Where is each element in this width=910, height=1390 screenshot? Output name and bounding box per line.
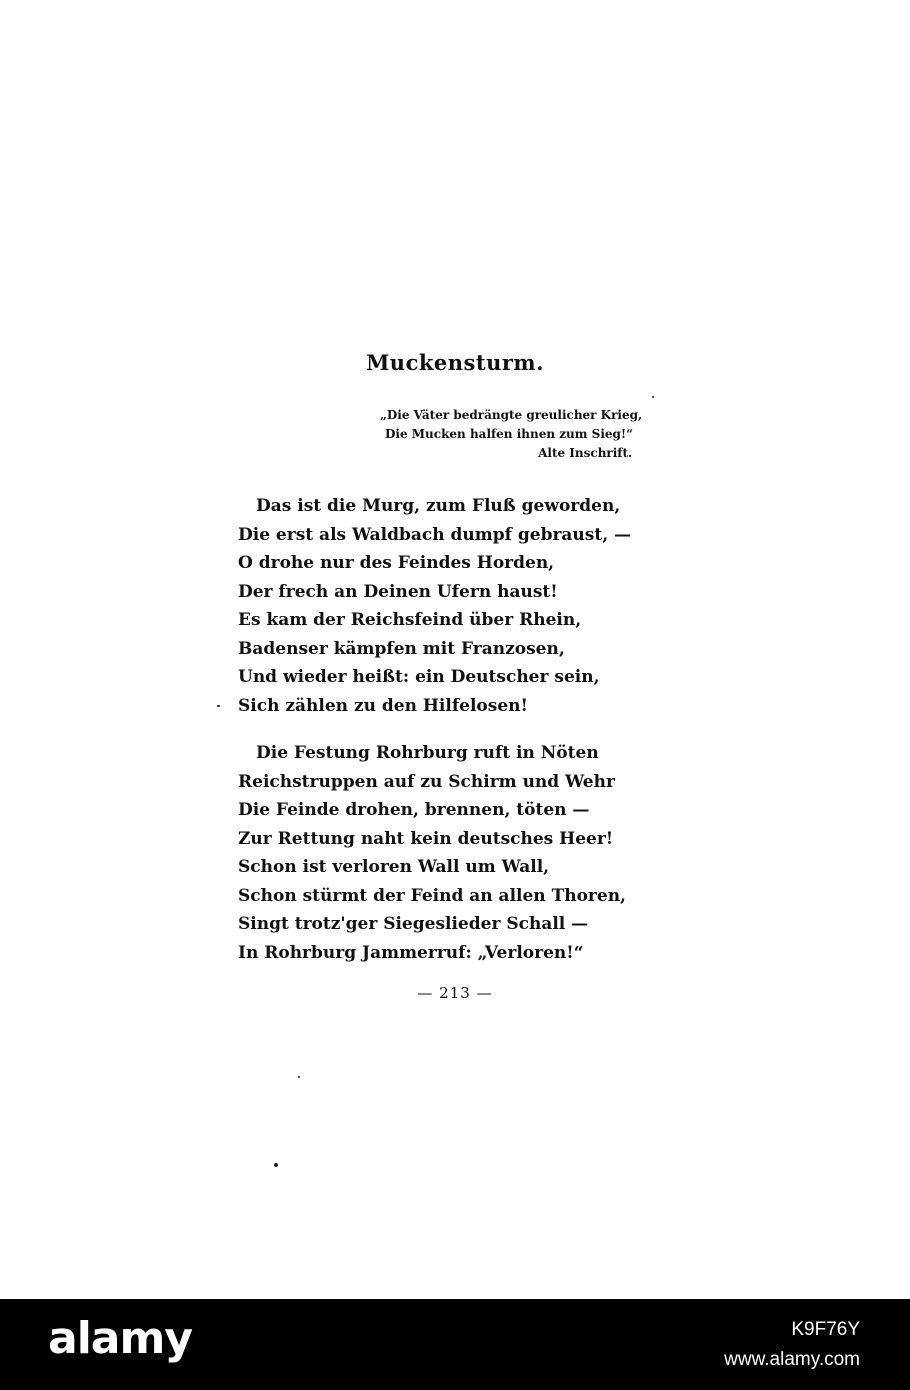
- ink-speck: [652, 396, 654, 398]
- verse-line: Die Feinde drohen, brennen, töten —: [238, 800, 590, 820]
- verse-line: Badenser kämpfen mit Franzosen,: [238, 638, 565, 659]
- ink-speck: [298, 1076, 300, 1078]
- verse-line: Und wieder heißt: ein Deutscher sein,: [238, 667, 600, 687]
- stanza-2: [238, 739, 626, 967]
- epigraph-line: „Die Väter bedrängte greulicher Krieg,: [380, 408, 643, 422]
- verse-line: Der frech an Deinen Ufern haust!: [238, 581, 558, 602]
- verse-line: In Rohrburg Jammerruf: „Verloren!“: [238, 942, 584, 963]
- verse-line: Zur Rettung naht kein deutsches Heer!: [238, 828, 614, 849]
- ink-speck: [217, 705, 220, 707]
- epigraph-line: Die Mucken halfen ihnen zum Sieg!“: [385, 427, 634, 441]
- epigraph-source: Alte Inschrift.: [538, 446, 633, 460]
- alamy-logo: alamy: [48, 1313, 192, 1364]
- ink-speck: [274, 1163, 278, 1167]
- image-id: K9F76Y: [791, 1319, 860, 1340]
- verse-line: Schon stürmt der Feind an allen Thoren,: [238, 885, 626, 906]
- stanza-1: [238, 492, 631, 720]
- verse-line: Sich zählen zu den Hilfelosen!: [238, 695, 528, 716]
- verse-line: Die Festung Rohrburg ruft in Nöten: [256, 743, 599, 763]
- verse-line: Schon ist verloren Wall um Wall,: [238, 857, 550, 877]
- poem-title: Muckensturm.: [366, 350, 544, 375]
- verse-line: O drohe nur des Feindes Horden,: [238, 553, 555, 573]
- footer-url: www.alamy.com: [724, 1349, 860, 1370]
- verse-line: Singt trotz'ger Siegeslieder Schall —: [238, 914, 589, 934]
- epigraph: [380, 406, 642, 463]
- verse-line: Die erst als Waldbach dumpf gebraust, —: [238, 524, 632, 545]
- page-number: — 213 —: [417, 984, 493, 1002]
- verse-line: Reichstruppen auf zu Schirm und Wehr: [238, 771, 615, 792]
- watermark-footer: [0, 1299, 910, 1390]
- verse-line: Es kam der Reichsfeind über Rhein,: [238, 610, 582, 630]
- verse-line: Das ist die Murg, zum Fluß geworden,: [256, 496, 621, 516]
